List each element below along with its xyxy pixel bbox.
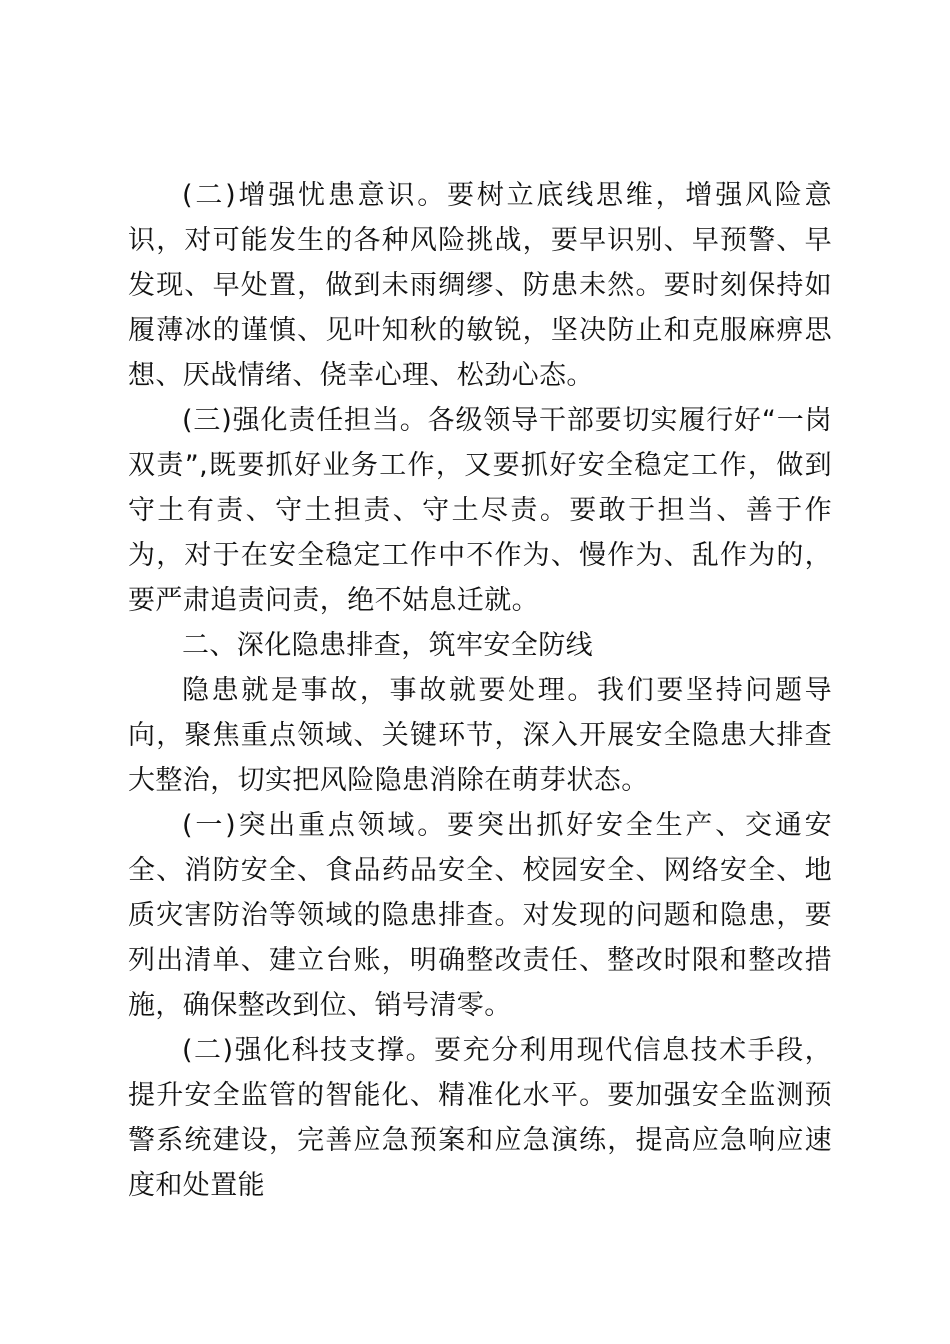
paragraph-tech-support: (二)强化科技支撑。要充分利用现代信息技术手段，提升安全监管的智能化、精准化水平。要加强安全监测预警系统建设，完善应急预案和应急演练，提高应急响应速度和处置能 — [128, 1035, 832, 1201]
paragraph-enhance-awareness: (二)增强忧患意识。要树立底线思维，增强风险意识，对可能发生的各种风险挑战，要早识别、早预警、早发现、早处置，做到未雨绸缪、防患未然。要时刻保持如履薄冰的谨慎、见叶知秋的敏锐，坚决防止和克服麻痹思想、厌战情绪、侥幸心理、松劲心态。 — [128, 180, 832, 391]
paragraph-key-areas: (一)突出重点领域。要突出抓好安全生产、交通安全、消防安全、食品药品安全、校园安全、网络安全、地质灾害防治等领域的隐患排查。对发现的问题和隐患，要列出清单、建立台账，明确整改责任、整改时限和整改措施，确保整改到位、销号清零。 — [128, 810, 832, 1021]
paragraph-hazard-intro: 隐患就是事故，事故就要处理。我们要坚持问题导向，聚焦重点领域、关键环节，深入开展安全隐患大排查大整治，切实把风险隐患消除在萌芽状态。 — [128, 675, 832, 796]
section-heading: 二、深化隐患排查，筑牢安全防线 — [182, 630, 593, 661]
document-body — [128, 173, 832, 1208]
paragraph-responsibility: (三)强化责任担当。各级领导干部要切实履行好“一岗双责”,既要抓好业务工作，又要抓好安全稳定工作，做到守土有责、守土担责、守土尽责。要敢于担当、善于作为，对于在安全稳定工作中不作为、慢作为、乱作为的，要严肃追责问责，绝不姑息迁就。 — [128, 405, 832, 616]
